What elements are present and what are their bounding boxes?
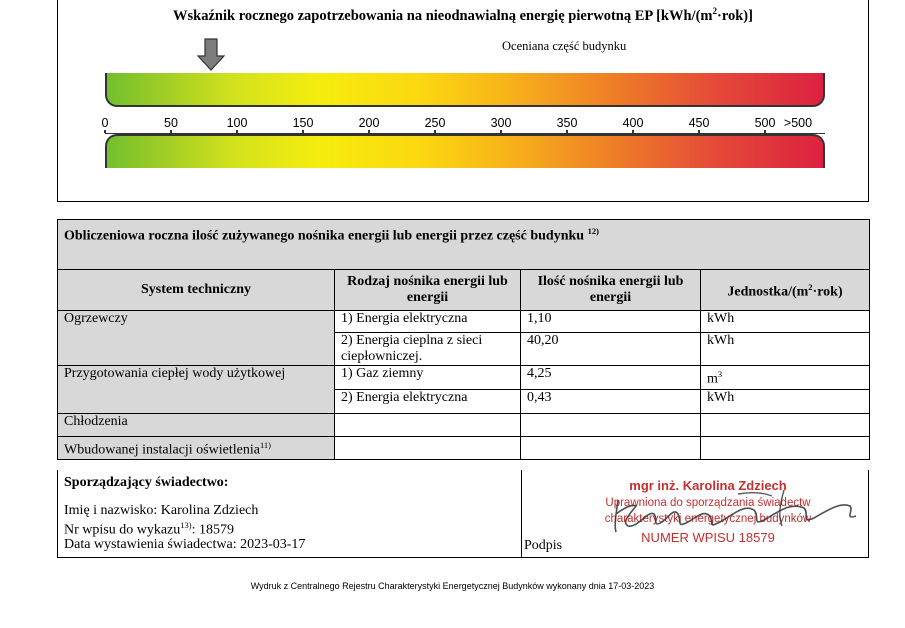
unit-cell: kWh (701, 390, 870, 414)
signature-label: Podpis (524, 538, 563, 553)
preparer-registry (64, 520, 234, 539)
unit-text: m (707, 371, 718, 387)
unit-cell: kWh (701, 311, 870, 333)
scale-tick-label: 250 (424, 116, 446, 130)
registry-label: Nr wpisu do wykazu (64, 522, 181, 538)
amount-cell (521, 414, 701, 437)
table-header-row (58, 270, 870, 311)
unit-cell (701, 437, 870, 460)
header-unit (701, 270, 870, 311)
header-unit-end: ·rok) (812, 284, 843, 300)
unit-sup: 3 (717, 369, 723, 379)
carrier-cell (335, 437, 521, 460)
consumption-title-text: Obliczeniowa roczna ilość zużywanego nośnika energii lub energii przez część budynku (64, 228, 585, 244)
preparer-details (58, 470, 522, 557)
header-system: System techniczny (58, 270, 335, 311)
ep-title-text: Wskaźnik rocznego zapotrzebowania na nieodnawialną energię pierwotną EP [kWh/(m (173, 7, 713, 24)
scale-tick-label: 50 (164, 116, 178, 130)
preparer-stamp (558, 470, 858, 556)
scale-tick-label: 0 (101, 116, 109, 130)
preparer-title: Sporządzający świadectwo: (64, 475, 229, 490)
scale-tick-label: 400 (622, 116, 644, 130)
stamp-line-2: Uprawniona do sporządzania świadectw (605, 497, 811, 509)
ep-title-sup: 2 (712, 6, 717, 16)
scale-tick-label: >500 (783, 116, 813, 130)
amount-cell: 40,20 (521, 333, 701, 366)
assessed-part-label: Oceniana część budynku (502, 39, 627, 53)
scale-tick-label: 150 (292, 116, 314, 130)
header-amount: Ilość nośnika energii lub energii (521, 270, 701, 311)
header-carrier: Rodzaj nośnika energii lub energii (335, 270, 521, 311)
system-cooling: Chłodzenia (58, 414, 335, 437)
ep-title-end: ·rok)] (716, 7, 753, 24)
print-footer: Wydruk z Centralnego Rejestru Charakterystyki Energetycznej Budynków wykonany dnia 17-03-2023 (250, 581, 655, 591)
amount-cell: 4,25 (521, 366, 701, 390)
preparer-issue-date: Data wystawienia świadectwa: 2023-03-17 (64, 537, 306, 552)
scale-tick-label: 300 (490, 116, 512, 130)
consumption-title (58, 220, 870, 270)
system-lighting-sup: 11) (259, 440, 271, 450)
carrier-cell: 2) Energia elektryczna (335, 390, 521, 414)
system-hot-water: Przygotowania ciepłej wody użytkowej (58, 366, 335, 414)
carrier-cell: 1) Energia elektryczna (335, 311, 521, 333)
unit-cell: kWh (701, 333, 870, 366)
header-unit-sup: 2 (808, 282, 813, 293)
scale-tick-label: 200 (358, 116, 380, 130)
system-lighting-text: Wbudowanej instalacji oświetlenia (64, 442, 260, 458)
unit-cell (701, 366, 870, 390)
table-row (58, 366, 870, 390)
stamp-line-3: charakterystyki energetycznej budynków (604, 513, 812, 525)
header-unit-text: Jednostka/(m (727, 284, 809, 300)
ep-value-arrow-icon (197, 38, 225, 72)
table-row (58, 437, 870, 460)
table-row (58, 414, 870, 437)
unit-cell (701, 414, 870, 437)
registry-sup: 13) (180, 520, 192, 530)
amount-cell (521, 437, 701, 460)
preparer-name: Imię i nazwisko: Karolina Zdziech (64, 503, 259, 518)
consumption-title-sup: 12) (587, 226, 599, 236)
scale-tick-label: 350 (556, 116, 578, 130)
handwritten-signature-icon (558, 470, 858, 556)
consumption-table (57, 219, 870, 460)
consumption-section (57, 219, 869, 460)
ep-indicator-panel (57, 0, 869, 202)
table-row (58, 311, 870, 333)
stamp-line-4: NUMER WPISU 18579 (641, 530, 775, 545)
scale-tick-label: 100 (226, 116, 248, 130)
stamp-name: mgr inż. Karolina Zdziech (629, 478, 787, 493)
preparer-section (57, 470, 869, 558)
ep-indicator-title (58, 6, 868, 25)
amount-cell: 1,10 (521, 311, 701, 333)
scale-tick-label: 500 (754, 116, 776, 130)
scale-tick-label: 450 (688, 116, 710, 130)
carrier-cell: 1) Gaz ziemny (335, 366, 521, 390)
carrier-cell: 2) Energia cieplna z sieci ciepłowniczej. (335, 333, 521, 366)
ep-scale-bar-top (105, 73, 825, 107)
carrier-cell (335, 414, 521, 437)
system-heating: Ogrzewczy (58, 311, 335, 366)
system-lighting (58, 437, 335, 460)
ep-scale-bar-bottom (105, 134, 825, 168)
registry-value: : 18579 (191, 522, 234, 538)
amount-cell: 0,43 (521, 390, 701, 414)
